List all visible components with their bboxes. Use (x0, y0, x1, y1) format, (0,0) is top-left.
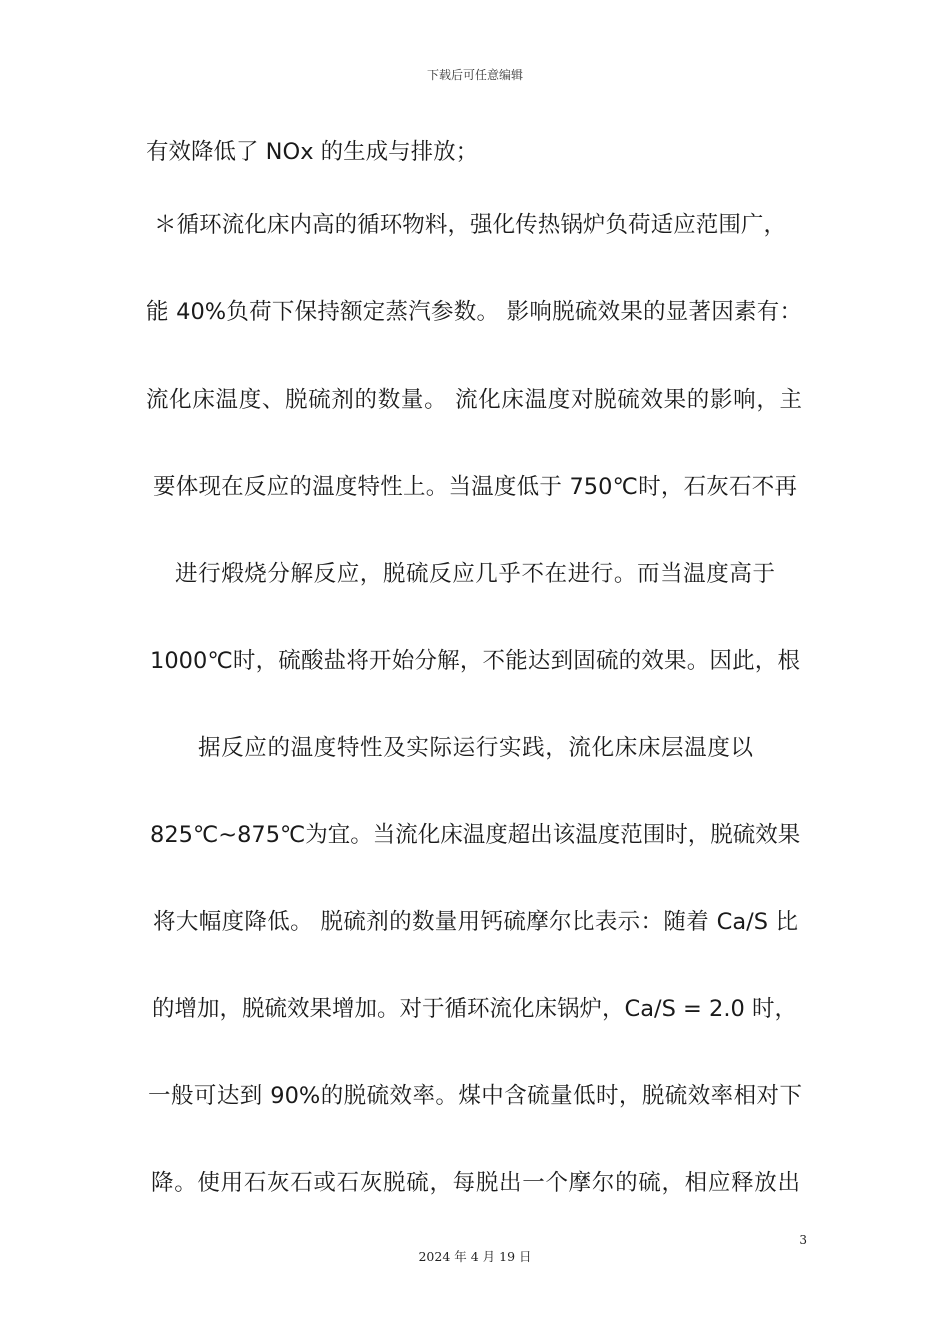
page-header: 下载后可任意编辑 (426, 68, 523, 82)
body-line-1: 有效降低了 NOx 的生成与排放； (146, 139, 479, 165)
body-line-2: ＊循环流化床内高的循环物料，强化传热锅炉负荷适应范围广， (154, 212, 786, 238)
body-line-11: 的增加，脱硫效果增加。对于循环流化床锅炉，Ca/S = 2.0 时， (152, 996, 797, 1022)
body-line-3: 能 40%负荷下保持额定蒸汽参数。 影响脱硫效果的显著因素有： (146, 299, 802, 325)
body-line-13: 降。使用石灰石或石灰脱硫，每脱出一个摩尔的硫，相应释放出 (151, 1170, 800, 1196)
body-line-8: 据反应的温度特性及实际运行实践，流化床床层温度以 (198, 735, 753, 761)
body-line-10: 将大幅度降低。 脱硫剂的数量用钙硫摩尔比表示：随着 Ca/S 比 (153, 909, 798, 935)
body-line-5: 要体现在反应的温度特性上。当温度低于 750℃时，石灰石不再 (153, 474, 797, 500)
footer-date: 2024 年 4 月 19 日 (418, 1249, 532, 1264)
body-line-12: 一般可达到 90%的脱硫效率。煤中含硫量低时，脱硫效率相对下 (148, 1083, 802, 1109)
body-line-6: 进行煅烧分解反应，脱硫反应几乎不在进行。而当温度高于 (175, 561, 775, 587)
body-line-4: 流化床温度、脱硫剂的数量。 流化床温度对脱硫效果的影响，主 (146, 387, 802, 413)
page-number: 3 (799, 1233, 807, 1247)
body-line-9: 825℃~875℃为宜。当流化床温度超出该温度范围时，脱硫效果 (150, 822, 801, 848)
body-line-7: 1000℃时，硫酸盐将开始分解，不能达到固硫的效果。因此，根 (150, 648, 800, 674)
